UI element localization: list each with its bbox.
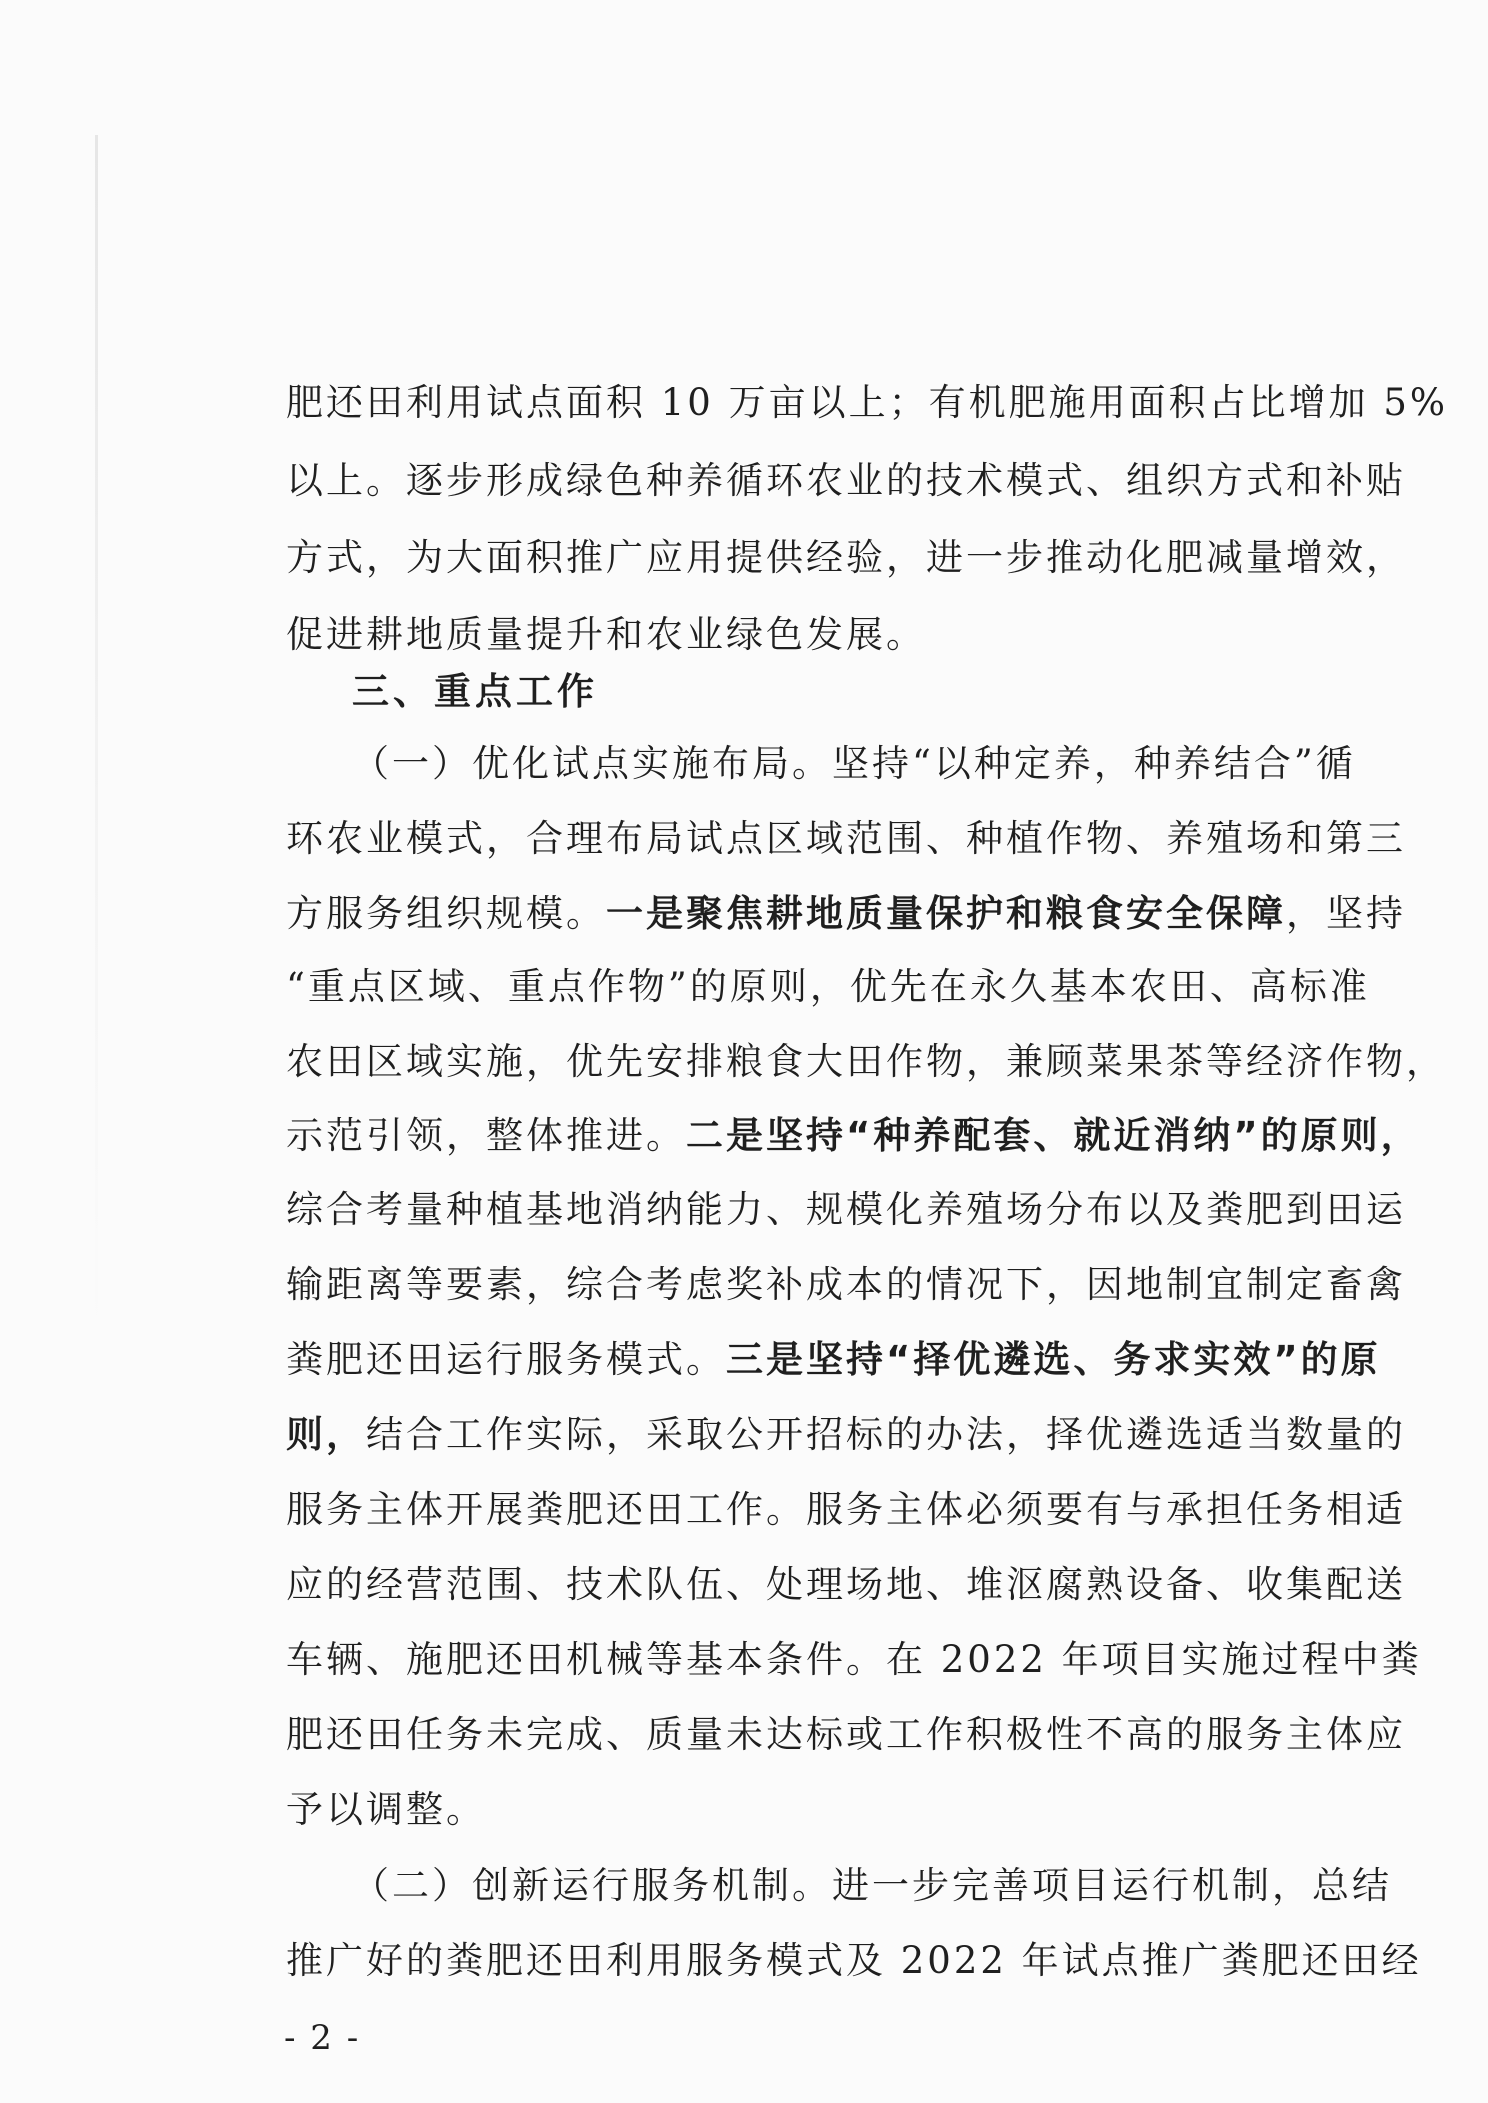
para1-line-12: 应的经营范围、技术队伍、处理场地、堆沤腐熟设备、收集配送 — [286, 1563, 1406, 1606]
para1-line-9-plain: 粪肥还田运行服务模式。 — [286, 1338, 726, 1381]
body-line-4: 促进耕地质量提升和农业绿色发展。 — [286, 613, 926, 656]
para1-line-6-plain: 示范引领，整体推进。 — [286, 1114, 686, 1157]
para1-line-6 — [286, 1110, 1421, 1162]
para2-line-1: （二）创新运行服务机制。进一步完善项目运行机制，总结 — [352, 1864, 1392, 1907]
para1-line-3-plain: 方服务组织规模。 — [286, 892, 606, 935]
para1-line-7: 综合考量种植基地消纳能力、规模化养殖场分布以及粪肥到田运 — [286, 1188, 1406, 1231]
para1-line-10 — [286, 1409, 1406, 1461]
para1-line-8: 输距离等要素，综合考虑奖补成本的情况下，因地制宜制定畜禽 — [286, 1263, 1406, 1306]
para1-line-9-bold: 三是坚持“择优遴选、务求实效”的原 — [726, 1338, 1381, 1381]
para2-line-2: 推广好的粪肥还田利用服务模式及 2022 年试点推广粪肥还田经 — [286, 1939, 1422, 1982]
para1-line-4: “重点区域、重点作物”的原则，优先在永久基本农田、高标准 — [286, 965, 1370, 1008]
para1-line-10-bold: 则， — [286, 1413, 366, 1456]
page-number: - 2 - — [284, 2018, 361, 2058]
para1-line-5: 农田区域实施，优先安排粮食大田作物，兼顾菜果茶等经济作物， — [286, 1040, 1446, 1083]
para1-line-2: 环农业模式，合理布局试点区域范围、种植作物、养殖场和第三 — [286, 817, 1406, 860]
body-line-2: 以上。逐步形成绿色种养循环农业的技术模式、组织方式和补贴 — [286, 459, 1406, 502]
para1-line-1: （一）优化试点实施布局。坚持“以种定养，种养结合”循 — [352, 742, 1356, 785]
body-line-3: 方式，为大面积推广应用提供经验，进一步推动化肥减量增效， — [286, 536, 1406, 579]
para1-line-11: 服务主体开展粪肥还田工作。服务主体必须要有与承担任务相适 — [286, 1488, 1406, 1531]
para1-line-15: 予以调整。 — [286, 1788, 486, 1831]
para1-line-6-bold: 二是坚持“种养配套、就近消纳”的原则， — [686, 1114, 1421, 1157]
para1-line-14: 肥还田任务未完成、质量未达标或工作积极性不高的服务主体应 — [286, 1713, 1406, 1756]
section-heading: 三、重点工作 — [352, 670, 598, 713]
scan-edge-shadow — [95, 135, 98, 1335]
body-line-1: 肥还田利用试点面积 10 万亩以上；有机肥施用面积占比增加 5% — [286, 381, 1449, 424]
para1-line-3-tail: ，坚持 — [1286, 892, 1406, 935]
para1-line-13: 车辆、施肥还田机械等基本条件。在 2022 年项目实施过程中粪 — [286, 1638, 1422, 1681]
para1-line-10-plain: 结合工作实际，采取公开招标的办法，择优遴选适当数量的 — [366, 1413, 1406, 1456]
para1-line-3-bold: 一是聚焦耕地质量保护和粮食安全保障 — [606, 892, 1286, 935]
para1-line-3 — [286, 888, 1406, 940]
para1-line-9 — [286, 1334, 1381, 1386]
